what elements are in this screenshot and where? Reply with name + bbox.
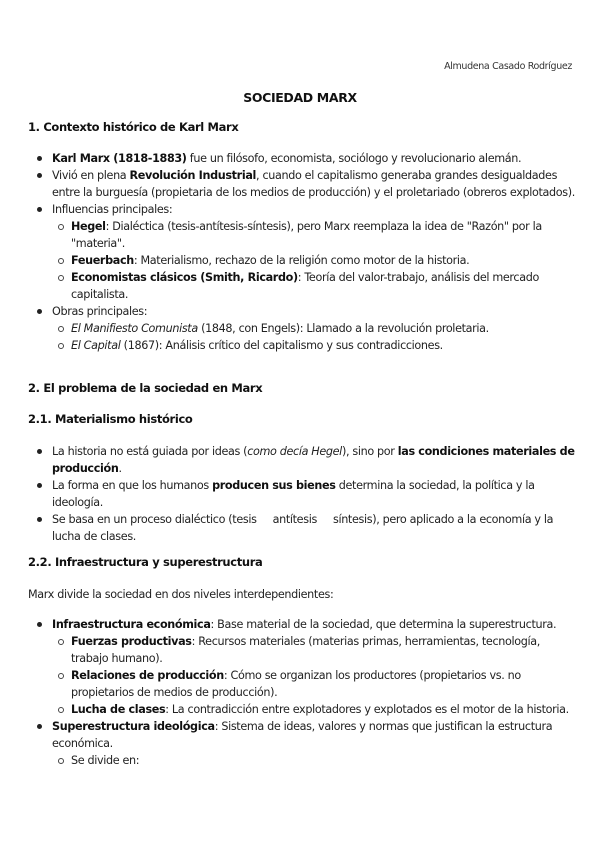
section-2-2-intro: Marx divide la sociedad en dos niveles interdependientes: — [28, 588, 334, 601]
list-item — [0, 303, 575, 320]
section-1-list — [0, 150, 575, 354]
bold-text: Relaciones de producción — [71, 669, 224, 682]
text: : La contradicción entre explotadores y explotados es el motor de la historia. — [165, 703, 569, 716]
bold-text: Karl Marx (1818-1883) — [52, 152, 187, 165]
text: : Base material de la sociedad, que determina la superestructura. — [210, 618, 557, 631]
text: Obras principales: — [52, 305, 148, 318]
list-item — [0, 667, 575, 701]
list-item — [0, 633, 575, 667]
text: . — [118, 462, 122, 475]
list-item — [0, 337, 575, 354]
text: ), sino por — [341, 445, 398, 458]
document-title: SOCIEDAD MARX — [243, 90, 357, 105]
list-item — [0, 218, 575, 252]
section-2-2-heading: 2.2. Infraestructura y superestructura — [28, 555, 263, 569]
list-item — [0, 718, 575, 752]
text: : Teoría del valor-trabajo, análisis del mercado capitalista. — [71, 271, 539, 301]
list-item — [0, 443, 575, 477]
bold-text: las condiciones materiales de producción — [52, 445, 575, 475]
italic-text: El Manifiesto Comunista — [71, 322, 198, 335]
list-item — [0, 752, 575, 769]
text: Se basa en un proceso dialéctico (tesis antítesis síntesis), pero aplicado a la economía y la lucha de clases. — [52, 513, 554, 543]
bold-text: Hegel — [71, 220, 106, 233]
text: fue un filósofo, economista, sociólogo y revolucionario alemán. — [186, 152, 522, 165]
list-item — [0, 701, 575, 718]
text: , cuando el capitalismo generaba grandes desigualdades entre la burguesía (propietaria de los medios de producción) y el proletariado (obreros explotados). — [52, 169, 575, 199]
bold-text: Revolución Industrial — [129, 169, 257, 182]
bold-text: Infraestructura económica — [52, 618, 211, 631]
text: : Dialéctica (tesis-antítesis-síntesis), pero Marx reemplaza la idea de "Razón" por la "materia". — [71, 220, 542, 250]
text: (1848, con Engels): Llamado a la revolución proletaria. — [197, 322, 489, 335]
text: determina la sociedad, la política y la ideología. — [52, 479, 535, 509]
text: : Sistema de ideas, valores y normas que justifican la estructura económica. — [52, 720, 553, 750]
list-item — [0, 320, 575, 337]
text: Se divide en: — [71, 754, 140, 767]
list-item — [0, 201, 575, 218]
section-2-1-heading: 2.1. Materialismo histórico — [28, 412, 193, 426]
bold-text: Superestructura ideológica — [52, 720, 215, 733]
author-name: Almudena Casado Rodríguez — [444, 61, 572, 72]
text: Vivió en plena — [52, 169, 130, 182]
bold-text: Economistas clásicos (Smith, Ricardo) — [71, 271, 298, 284]
list-item — [0, 252, 575, 269]
text: La historia no está guiada por ideas ( — [52, 445, 248, 458]
italic-text: como decía Hegel — [247, 445, 342, 458]
text: La forma en que los humanos — [52, 479, 213, 492]
text: Influencias principales: — [52, 203, 173, 216]
section-1-heading: 1. Contexto histórico de Karl Marx — [28, 120, 239, 134]
list-item — [0, 616, 575, 633]
bold-text: producen sus bienes — [212, 479, 336, 492]
text: : Recursos materiales (materias primas, herramientas, tecnología, trabajo humano). — [71, 635, 540, 665]
bold-text: Fuerzas productivas — [71, 635, 192, 648]
text: : Materialismo, rechazo de la religión como motor de la historia. — [133, 254, 470, 267]
section-2-2-list — [0, 616, 575, 769]
text: (1867): Análisis crítico del capitalismo y sus contradicciones. — [120, 339, 443, 352]
text: : Cómo se organizan los productores (propietarios vs. no propietarios de medios de producción). — [71, 669, 521, 699]
list-item — [0, 167, 575, 201]
section-2-1-list — [0, 443, 575, 545]
list-item — [0, 511, 575, 545]
list-item — [0, 150, 575, 167]
list-item — [0, 269, 575, 303]
list-item — [0, 477, 575, 511]
bold-text: Feuerbach — [71, 254, 134, 267]
italic-text: El Capital — [71, 339, 121, 352]
section-2-heading: 2. El problema de la sociedad en Marx — [28, 381, 263, 395]
bold-text: Lucha de clases — [71, 703, 166, 716]
